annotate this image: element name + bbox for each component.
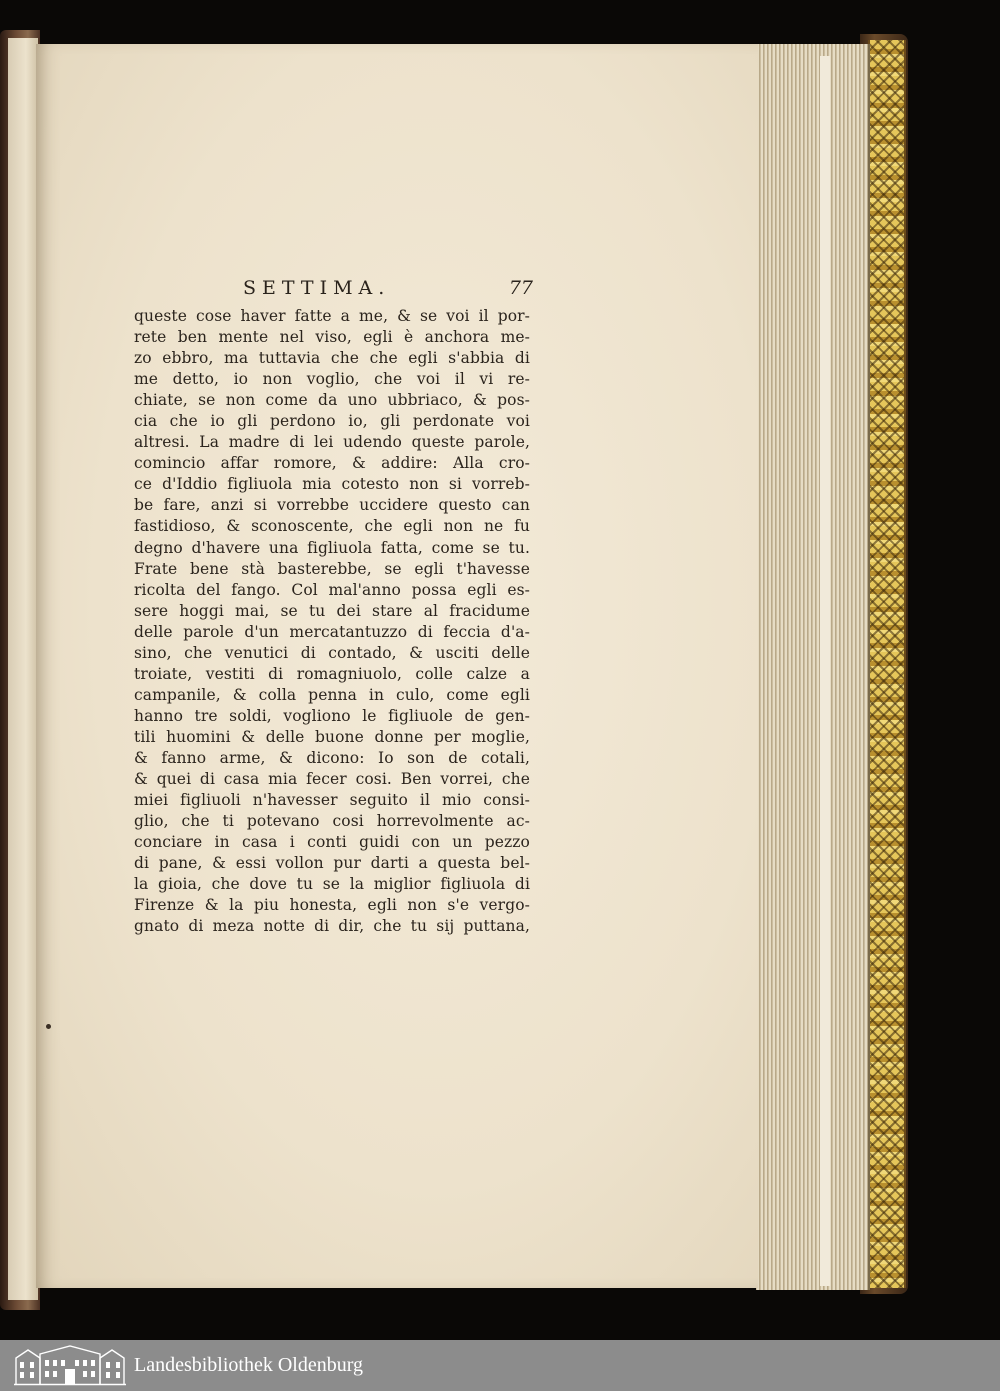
library-name: Landesbibliothek Oldenburg [134, 1354, 364, 1376]
text-line: di pane, & essi vollon pur darti a questa bel- [134, 854, 530, 873]
gilded-border-ornament [868, 40, 906, 1288]
text-line: rete ben mente nel viso, egli è anchora me- [134, 328, 530, 347]
running-head: SETTIMA. [243, 277, 391, 299]
text-line: gnato di meza notte di dir, che tu sij puttana, [134, 917, 530, 936]
ink-speck [46, 1024, 51, 1029]
text-line: Frate bene stà basterebbe, se egli t'havesse [134, 559, 530, 578]
text-line: fastidioso, & sconoscente, che egli non ne fu [134, 517, 530, 536]
text-line: ce d'Iddio figliuola mia cotesto non si vorreb- [134, 475, 530, 494]
text-line: delle parole d'un mercatantuzzo di feccia d'a- [134, 622, 530, 641]
page-header [243, 277, 533, 303]
text-line: & quei di casa mia fecer cosi. Ben vorrei, che [134, 770, 530, 789]
text-line: miei figliuoli n'havesser seguito il mio consi- [134, 791, 530, 810]
text-line: & fanno arme, & dicono: Io son de cotali, [134, 748, 530, 767]
text-line: troiate, vestiti di romagniuolo, colle calze a [134, 664, 530, 683]
body-text [134, 306, 530, 937]
library-building-icon [14, 1344, 126, 1386]
text-line: glio, che ti potevano cosi horrevolmente ac- [134, 812, 530, 831]
text-line: altresi. La madre di lei udendo queste parole, [134, 433, 530, 452]
text-line: chiate, se non come da uno ubbriaco, & pos- [134, 391, 530, 410]
text-line: be fare, anzi si vorrebbe uccidere questo can [134, 496, 530, 515]
footer-bar [0, 1340, 1000, 1391]
text-line: tili huomini & delle buone donne per moglie, [134, 727, 530, 746]
text-line: me detto, io non voglio, che voi il vi re- [134, 370, 530, 389]
page-number: 77 [508, 277, 533, 299]
text-line: conciare in casa i conti guidi con un pezzo [134, 833, 530, 852]
page-block-edges [756, 44, 870, 1290]
text-line: la gioia, che dove tu se la miglior figliuola di [134, 875, 530, 894]
left-page-edge [8, 38, 38, 1300]
text-line: Firenze & la piu honesta, egli non s'e vergo- [134, 896, 530, 915]
text-line: queste cose haver fatte a me, & se voi il por- [134, 307, 530, 325]
text-line: campanile, & colla penna in culo, come egli [134, 685, 530, 704]
text-line: cia che io gli perdono io, gli perdonate voi [134, 412, 530, 431]
text-line: degno d'havere una figliuola fatta, come se tu. [134, 538, 530, 557]
text-line: comincio affar romore, & addire: Alla cro- [134, 454, 530, 473]
text-line: ricolta del fango. Col mal'anno possa egli es- [134, 580, 530, 599]
text-line: zo ebbro, ma tuttavia che che egli s'abbia di [134, 349, 530, 368]
text-line: hanno tre soldi, vogliono le figliuole de gen- [134, 706, 530, 725]
text-line: sere hoggi mai, se tu dei stare al fracidume [134, 601, 530, 620]
text-line: sino, che venutici di contado, & usciti delle [134, 643, 530, 662]
